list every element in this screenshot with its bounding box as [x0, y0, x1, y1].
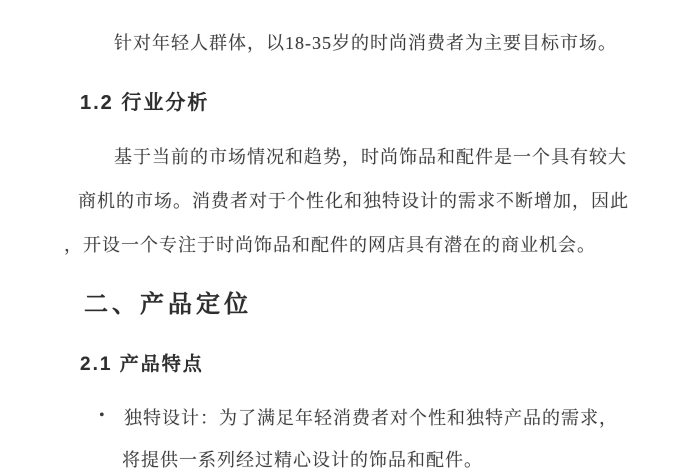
bullet-unique-design-line-2: 将提供一系列经过精心设计的饰品和配件。 [122, 450, 483, 470]
paragraph-target-market: 针对年轻人群体，以18-35岁的时尚消费者为主要目标市场。 [114, 33, 617, 53]
bullet-point-icon: • [99, 407, 105, 424]
paragraph-industry-line-3: ，开设一个专注于时尚饰品和配件的网店具有潜在的商业机会。 [64, 235, 596, 255]
paragraph-industry-line-1: 基于当前的市场情况和趋势，时尚饰品和配件是一个具有较大 [114, 147, 627, 167]
heading-product-positioning: 二、产品定位 [84, 291, 252, 318]
heading-industry-analysis: 1.2 行业分析 [80, 92, 210, 114]
heading-product-features: 2.1 产品特点 [80, 354, 204, 375]
bullet-unique-design-line-1: 独特设计：为了满足年轻消费者对个性和独特产品的需求， [124, 408, 618, 428]
paragraph-industry-line-2: 商机的市场。消费者对于个性化和独特设计的需求不断增加，因此 [78, 191, 629, 211]
